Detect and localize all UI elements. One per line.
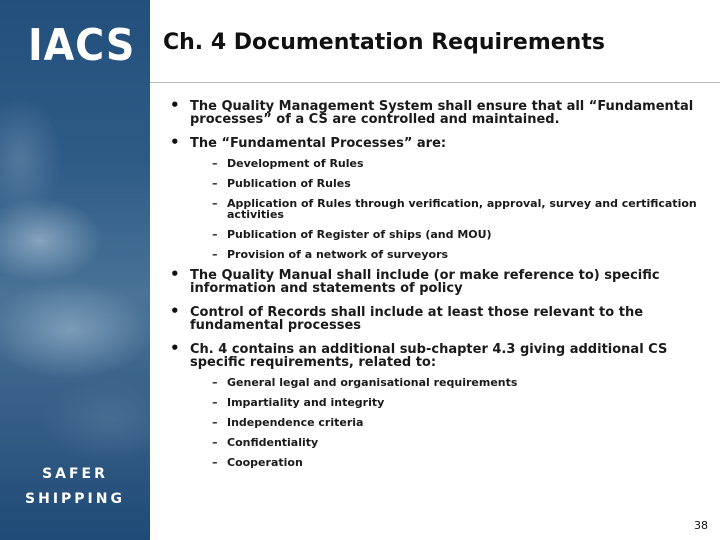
sub-item-text: General legal and organisational requirements — [227, 376, 518, 389]
slogan-line-2: SHIPPING — [25, 491, 125, 507]
bullet-text: The “Fundamental Processes” are: — [190, 136, 447, 151]
sub-item — [168, 457, 708, 468]
bullet-dot-icon: • — [170, 96, 180, 114]
sub-item — [168, 417, 708, 428]
bullet-text: The Quality Manual shall include (or make reference to) specific information and statements of policy — [190, 268, 660, 296]
sub-item-text: Publication of Rules — [227, 177, 351, 190]
sub-item — [168, 249, 708, 260]
sub-item-text: Development of Rules — [227, 157, 364, 170]
sub-item — [168, 397, 708, 408]
sub-item-text: Provision of a network of surveyors — [227, 248, 449, 261]
header-divider — [150, 82, 720, 83]
sub-item-text: Independence criteria — [227, 416, 364, 429]
page-number: 38 — [694, 519, 708, 532]
bullet-dot-icon: • — [170, 265, 180, 283]
dash-icon: – — [212, 376, 218, 389]
bullet-item — [168, 96, 708, 127]
sub-item — [168, 437, 708, 448]
sub-item — [168, 198, 708, 220]
slide-content — [168, 96, 708, 477]
dash-icon: – — [212, 157, 218, 170]
sub-item — [168, 229, 708, 240]
dash-icon: – — [212, 396, 218, 409]
sub-item-text: Cooperation — [227, 456, 303, 469]
bullet-text: The Quality Management System shall ensure that all “Fundamental processes” of a CS are controlled and maintained. — [190, 99, 694, 127]
bullet-item — [168, 133, 708, 151]
dash-icon: – — [212, 436, 218, 449]
dash-icon: – — [212, 177, 218, 190]
iacs-logo: IACS — [28, 20, 136, 71]
sub-item — [168, 158, 708, 169]
sub-item-text: Publication of Register of ships (and MOU) — [227, 228, 492, 241]
bullet-dot-icon: • — [170, 133, 180, 151]
bullet-text: Control of Records shall include at least those relevant to the fundamental processes — [190, 305, 644, 333]
bullet-dot-icon: • — [170, 339, 180, 357]
dash-icon: – — [212, 416, 218, 429]
sub-list — [168, 158, 708, 260]
dash-icon: – — [212, 197, 218, 210]
bullet-item — [168, 302, 708, 333]
sub-list — [168, 377, 708, 468]
sub-item-text: Application of Rules through verification, approval, survey and certification activities — [227, 197, 697, 221]
slide-title: Ch. 4 Documentation Requirements — [163, 30, 605, 55]
dash-icon: – — [212, 228, 218, 241]
bullet-dot-icon: • — [170, 302, 180, 320]
slogan-line-1: SAFER — [42, 466, 108, 482]
sub-item — [168, 178, 708, 189]
sub-item-text: Impartiality and integrity — [227, 396, 385, 409]
dash-icon: – — [212, 456, 218, 469]
sidebar-ocean-image — [0, 0, 150, 540]
bullet-item — [168, 265, 708, 296]
dash-icon: – — [212, 248, 218, 261]
bullet-text: Ch. 4 contains an additional sub-chapter 4.3 giving additional CS specific requirements, related to: — [190, 342, 668, 370]
sub-item — [168, 377, 708, 388]
bullet-item — [168, 339, 708, 370]
sub-item-text: Confidentiality — [227, 436, 319, 449]
